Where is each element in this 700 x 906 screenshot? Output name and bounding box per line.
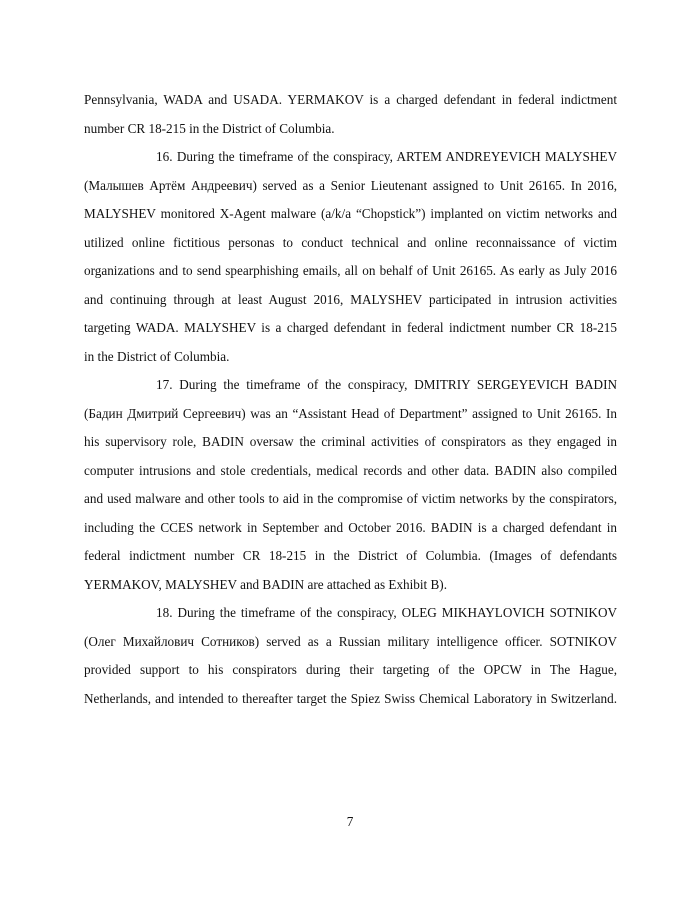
page-number: 7 <box>346 814 354 829</box>
body-text-line: his supervisory role, BADIN oversaw the criminal activities of conspirators as they engaged in <box>84 434 617 449</box>
body-text-line: utilized online fictitious personas to conduct technical and online reconnaissance of victim <box>84 234 617 250</box>
body-text-line: in the District of Columbia. <box>84 348 230 364</box>
body-text-line: including the CCES network in September and October 2016. BADIN is a charged defendant in <box>84 519 617 535</box>
body-text-line: and continuing through at least August 2016, MALYSHEV participated in intrusion activities <box>84 291 617 307</box>
body-text-line: provided support to his conspirators during their targeting of the OPCW in The Hague, <box>84 662 617 677</box>
body-text-line: (Бадин Дмитрий Сергеевич) was an “Assistant Head of Department” assigned to Unit 26165. In <box>84 405 617 421</box>
document-body <box>84 86 617 713</box>
body-text-line: and used malware and other tools to aid in the compromise of victim networks by the conspirators, <box>84 491 617 506</box>
body-text-line: number CR 18-215 in the District of Columbia. <box>84 120 335 136</box>
body-text-line: Netherlands, and intended to thereafter target the Spiez Swiss Chemical Laboratory in Switzerland. <box>84 690 617 706</box>
body-text-line: YERMAKOV, MALYSHEV and BADIN are attached as Exhibit B). <box>84 576 447 592</box>
body-text-line: MALYSHEV monitored X-Agent malware (a/k/a “Chopstick”) implanted on victim networks and <box>84 206 617 221</box>
body-text-line: Pennsylvania, WADA and USADA. YERMAKOV is a charged defendant in federal indictment <box>84 92 617 107</box>
body-text-line: 17. During the timeframe of the conspiracy, DMITRIY SERGEYEVICH BADIN <box>156 377 617 392</box>
body-text-line: 18. During the timeframe of the conspiracy, OLEG MIKHAYLOVICH SOTNIKOV <box>156 605 617 620</box>
body-text-line: 16. During the timeframe of the conspiracy, ARTEM ANDREYEVICH MALYSHEV <box>156 149 617 164</box>
body-text-line: (Малышев Артём Андреевич) served as a Senior Lieutenant assigned to Unit 26165. In 2016, <box>84 177 617 193</box>
body-text-line: targeting WADA. MALYSHEV is a charged defendant in federal indictment number CR 18-215 <box>84 320 617 335</box>
body-text-line: organizations and to send spearphishing emails, all on behalf of Unit 26165. As early as July 2016 <box>84 263 617 278</box>
body-text-line: computer intrusions and stole credentials, medical records and other data. BADIN also compiled <box>84 462 617 478</box>
body-text-line: (Олег Михайлович Сотников) served as a Russian military intelligence officer. SOTNIKOV <box>84 633 617 649</box>
body-text-line: federal indictment number CR 18-215 in the District of Columbia. (Images of defendants <box>84 548 617 563</box>
